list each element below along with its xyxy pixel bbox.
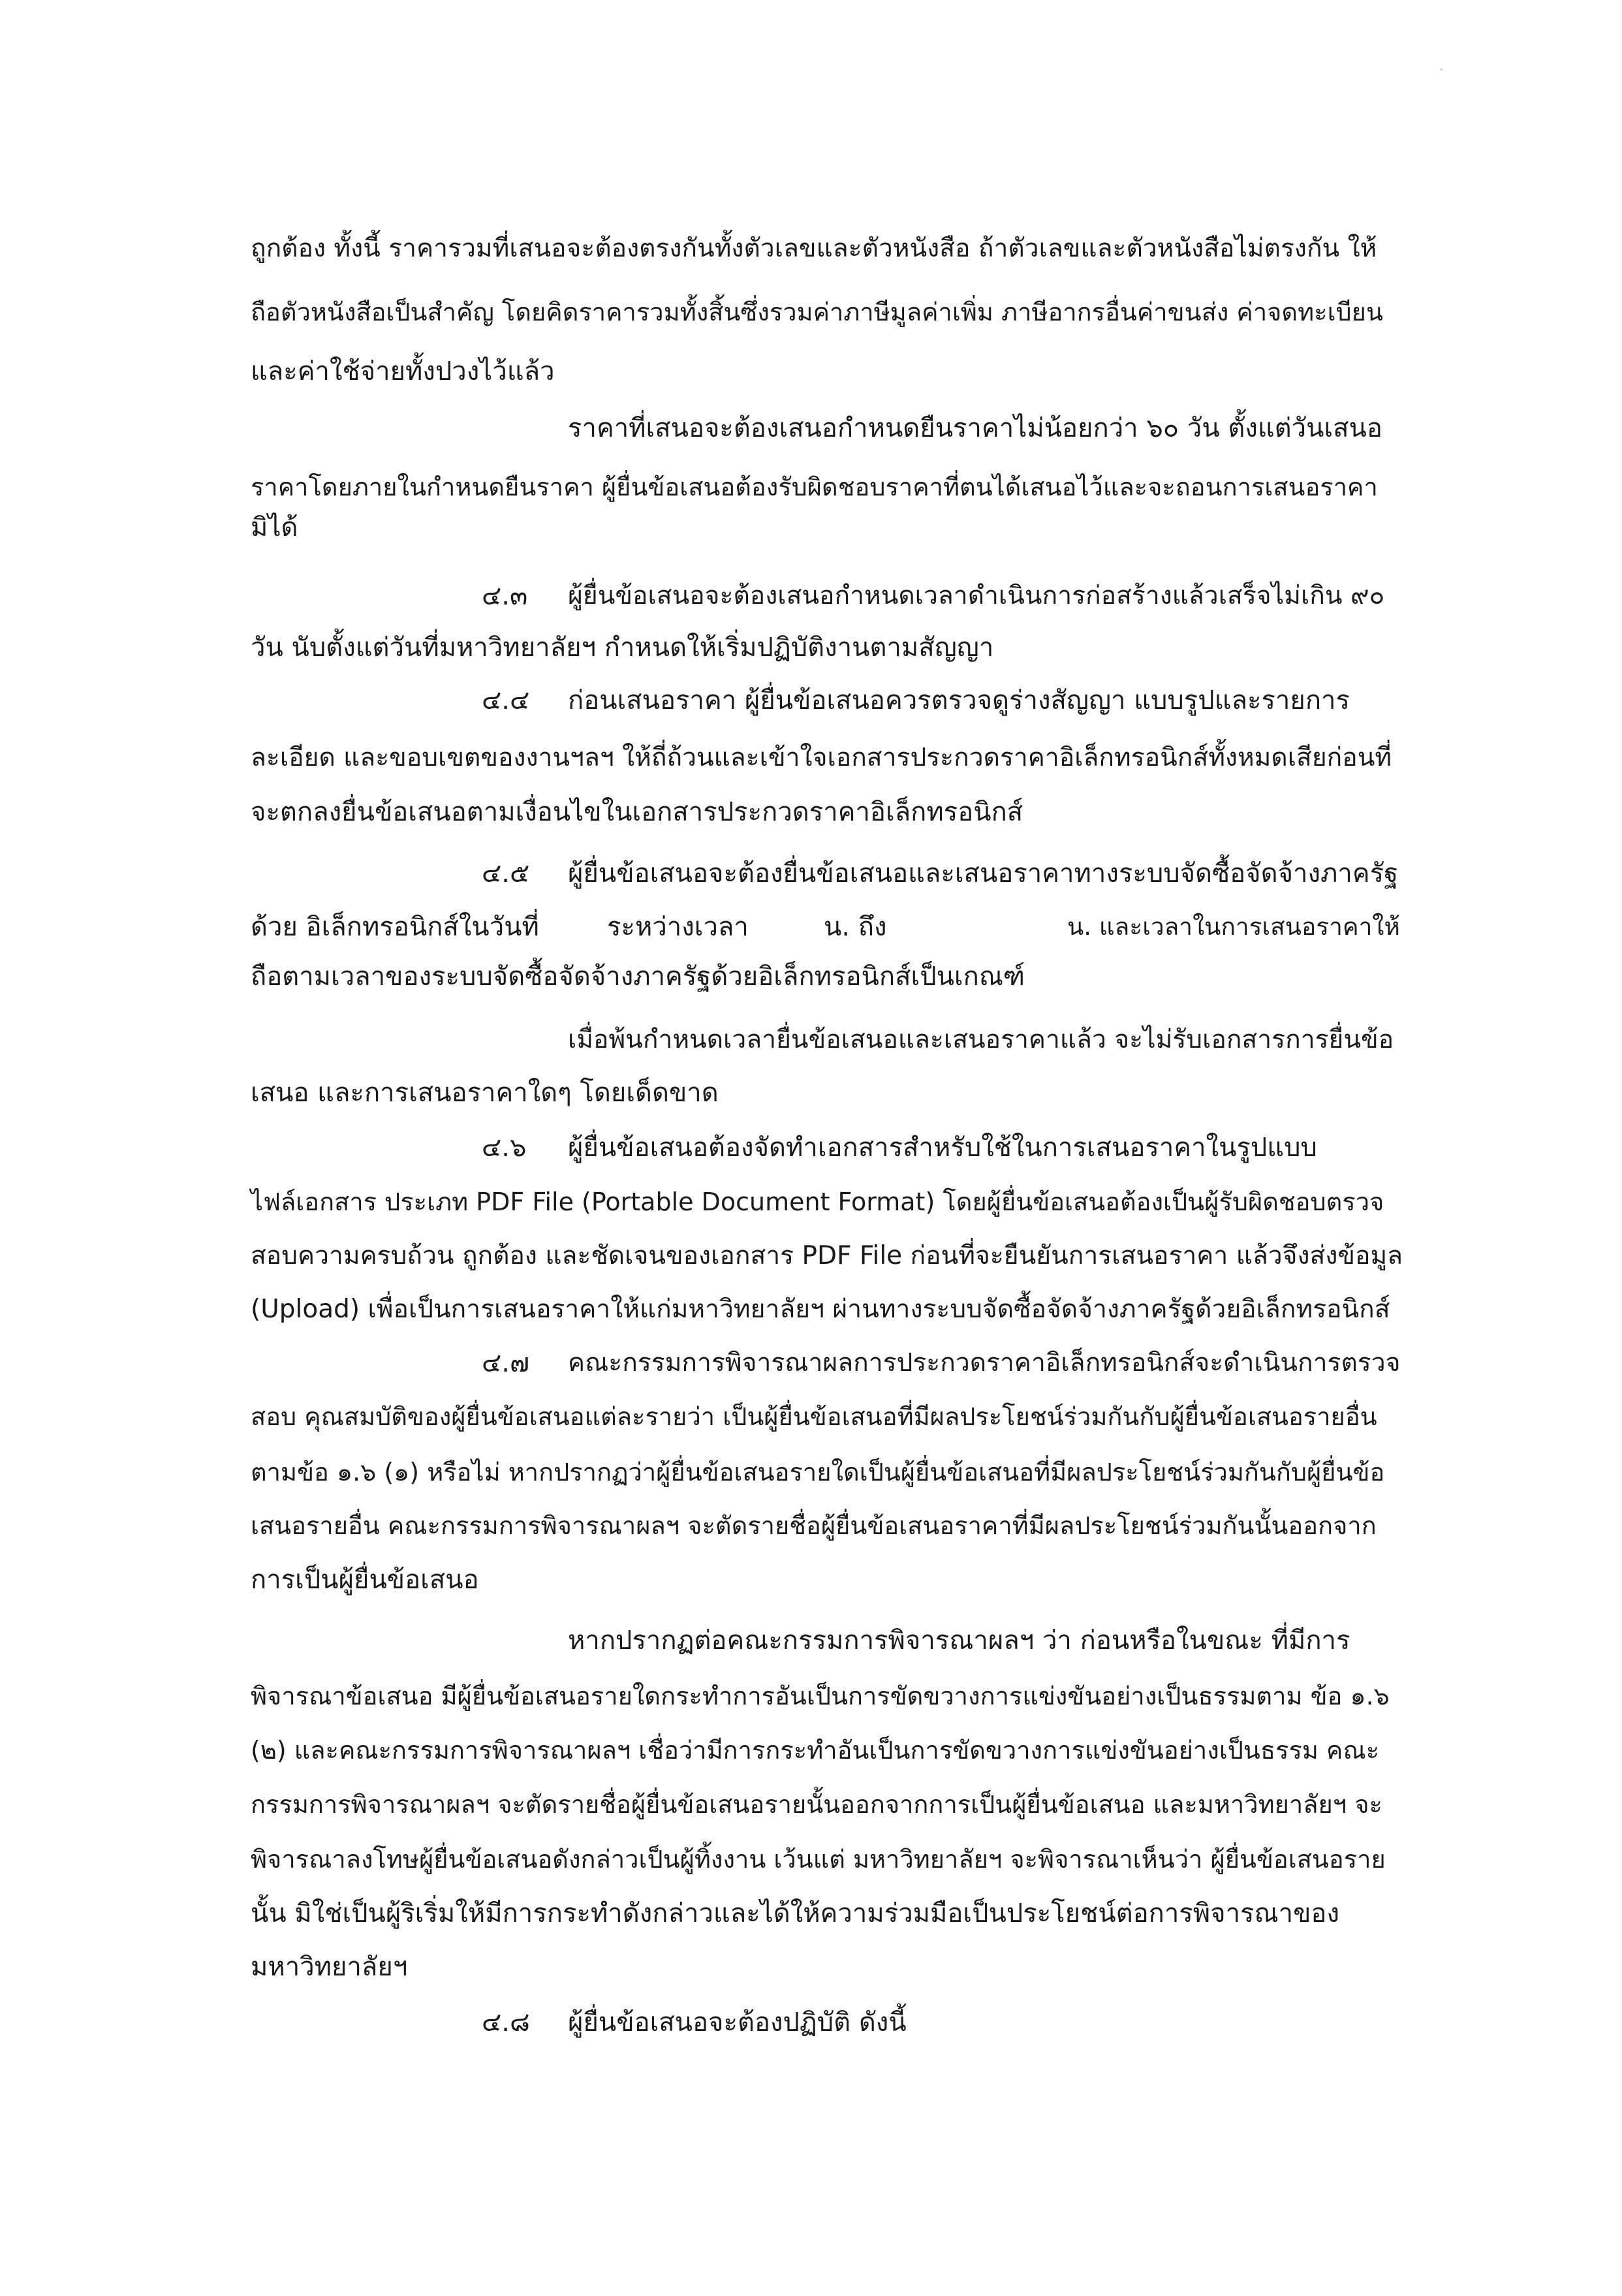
- clause-4-6-line-2: ไฟล์เอกสาร ประเภท PDF File (Portable Document Format) โดยผู้ยื่นข้อเสนอต้องเป็นผู้รับผิดชอบตรวจ: [251, 1187, 1384, 1216]
- clause-4-5-line-2c: น. ถึง: [824, 912, 887, 942]
- clause-4-5-after-1: เมื่อพ้นกำหนดเวลายื่นข้อเสนอและเสนอราคาแล้ว จะไม่รับเอกสารการยื่นข้อ: [568, 1025, 1394, 1054]
- validity-line-2: ราคาโดยภายในกำหนดยืนราคา ผู้ยื่นข้อเสนอต้องรับผิดชอบราคาที่ตนได้เสนอไว้และจะถอนการเสนอราคา: [251, 473, 1378, 501]
- clause-4-4-line-3: จะตกลงยื่นข้อเสนอตามเงื่อนไขในเอกสารประกวดราคาอิเล็กทรอนิกส์: [251, 797, 1023, 827]
- validity-line-3: มิได้: [251, 512, 298, 543]
- clause-number-4-6: ๔.๖: [482, 1133, 527, 1163]
- intro-line-3: และค่าใช้จ่ายทั้งปวงไว้แล้ว: [251, 356, 555, 386]
- clause-number-4-5: ๔.๕: [482, 858, 530, 889]
- clause-4-7-p2-line-2: พิจารณาข้อเสนอ มีผู้ยื่นข้อเสนอรายใดกระทำการอันเป็นการขัดขวางการแข่งขันอย่างเป็นธรรมตาม ข้อ ๑.๖: [251, 1682, 1390, 1710]
- clause-4-7-p2-line-5: พิจารณาลงโทษผู้ยื่นข้อเสนอดังกล่าวเป็นผู้ทิ้งงาน เว้นแต่ มหาวิทยาลัยฯ จะพิจารณาเห็นว่า ผู้ยื่นข้อเสนอราย: [251, 1845, 1386, 1874]
- clause-number-4-4: ๔.๔: [482, 685, 530, 716]
- clause-number-4-3: ๔.๓: [482, 581, 528, 611]
- clause-4-7-p2-line-1: หากปรากฏต่อคณะกรรมการพิจารณาผลฯ ว่า ก่อนหรือในขณะ ที่มีการ: [568, 1626, 1350, 1656]
- clause-4-7-line-1: คณะกรรมการพิจารณาผลการประกวดราคาอิเล็กทรอนิกส์จะดำเนินการตรวจ: [568, 1348, 1401, 1377]
- clause-4-6-line-1: ผู้ยื่นข้อเสนอต้องจัดทำเอกสารสำหรับใช้ในการเสนอราคาในรูปแบบ: [568, 1133, 1317, 1163]
- clause-4-5-after-2: เสนอ และการเสนอราคาใดๆ โดยเด็ดขาด: [251, 1078, 719, 1108]
- clause-4-7-line-3: ตามข้อ ๑.๖ (๑) หรือไม่ หากปรากฏว่าผู้ยื่นข้อเสนอรายใดเป็นผู้ยื่นข้อเสนอที่มีผลประโยชน์ร่วมกันกับผู้ยื่นข้อ: [251, 1458, 1385, 1486]
- intro-line-2: ถือตัวหนังสือเป็นสำคัญ โดยคิดราคารวมทั้งสิ้นซึ่งรวมค่าภาษีมูลค่าเพิ่ม ภาษีอากรอื่นค่าขนส่ง ค่าจดทะเบียน: [251, 298, 1383, 326]
- clause-4-4-line-1: ก่อนเสนอราคา ผู้ยื่นข้อเสนอควรตรวจดูร่างสัญญา แบบรูปและรายการ: [568, 685, 1350, 716]
- clause-4-6-line-4: (Upload) เพื่อเป็นการเสนอราคาให้แก่มหาวิทยาลัยฯ ผ่านทางระบบจัดซื้อจัดจ้างภาครัฐด้วยอิเล็กทรอนิกส์: [251, 1295, 1390, 1324]
- clause-4-7-p2-line-6: นั้น มิใช่เป็นผู้ริเริ่มให้มีการกระทำดังกล่าวและได้ให้ความร่วมมือเป็นประโยชน์ต่อการพิจารณาของ: [251, 1898, 1339, 1928]
- clause-4-3-line-1: ผู้ยื่นข้อเสนอจะต้องเสนอกำหนดเวลาดำเนินการก่อสร้างแล้วเสร็จไม่เกิน ๙๐: [568, 581, 1385, 610]
- clause-4-5-line-3: ถือตามเวลาของระบบจัดซื้อจัดจ้างภาครัฐด้วยอิเล็กทรอนิกส์เป็นเกณฑ์: [251, 962, 1025, 992]
- clause-4-7-p2-line-7: มหาวิทยาลัยฯ: [251, 1952, 408, 1982]
- clause-4-7-p2-line-3: (๒) และคณะกรรมการพิจารณาผลฯ เชื่อว่ามีการกระทำอันเป็นการขัดขวางการแข่งขันอย่างเป็นธรรม คณะ: [251, 1736, 1380, 1765]
- clause-4-7-line-2: สอบ คุณสมบัติของผู้ยื่นข้อเสนอแต่ละรายว่า เป็นผู้ยื่นข้อเสนอที่มีผลประโยชน์ร่วมกันกับผู้ยื่นข้อเสนอรายอื่น: [251, 1402, 1377, 1431]
- clause-number-4-8: ๔.๘: [482, 2007, 530, 2037]
- clause-4-4-line-2: ละเอียด และขอบเขตของงานฯลฯ ให้ถี่ถ้วนและเข้าใจเอกสารประกวดราคาอิเล็กทรอนิกส์ทั้งหมดเสียก่อนที่: [251, 743, 1392, 772]
- clause-4-7-p2-line-4: กรรมการพิจารณาผลฯ จะตัดรายชื่อผู้ยื่นข้อเสนอรายนั้นออกจากการเป็นผู้ยื่นข้อเสนอ และมหาวิทยาลัยฯ จะ: [251, 1790, 1382, 1819]
- clause-number-4-7: ๔.๗: [482, 1348, 530, 1378]
- clause-4-5-line-2a: ด้วย อิเล็กทรอนิกส์ในวันที่: [251, 912, 539, 942]
- validity-line-1: ราคาที่เสนอจะต้องเสนอกำหนดยืนราคาไม่น้อยกว่า ๖๐ วัน ตั้งแต่วันเสนอ: [568, 413, 1382, 443]
- clause-4-5-line-2b: ระหว่างเวลา: [607, 912, 749, 942]
- clause-4-5-line-2d: น. และเวลาในการเสนอราคาให้: [1067, 913, 1400, 941]
- clause-4-3-line-2: วัน นับตั้งแต่วันที่มหาวิทยาลัยฯ กำหนดให้เริ่มปฏิบัติงานตามสัญญา: [251, 633, 994, 663]
- clause-4-7-line-4: เสนอรายอื่น คณะกรรมการพิจารณาผลฯ จะตัดรายชื่อผู้ยื่นข้อเสนอราคาที่มีผลประโยชน์ร่วมกันนั้นออกจาก: [251, 1511, 1377, 1540]
- clause-4-5-line-1: ผู้ยื่นข้อเสนอจะต้องยื่นข้อเสนอและเสนอราคาทางระบบจัดซื้อจัดจ้างภาครัฐ: [568, 858, 1399, 889]
- intro-line-1: ถูกต้อง ทั้งนี้ ราคารวมที่เสนอจะต้องตรงกันทั้งตัวเลขและตัวหนังสือ ถ้าตัวเลขและตัวหนังสือไม่ตรงกัน ให้: [251, 234, 1377, 263]
- clause-4-8-line: ผู้ยื่นข้อเสนอจะต้องปฏิบัติ ดังนี้: [568, 2007, 907, 2037]
- scan-speck: [1441, 69, 1443, 71]
- clause-4-6-line-3: สอบความครบถ้วน ถูกต้อง และชัดเจนของเอกสาร PDF File ก่อนที่จะยืนยันการเสนอราคา แล้วจึงส่งข้อมูล: [251, 1241, 1403, 1270]
- clause-4-7-line-5: การเป็นผู้ยื่นข้อเสนอ: [251, 1565, 479, 1595]
